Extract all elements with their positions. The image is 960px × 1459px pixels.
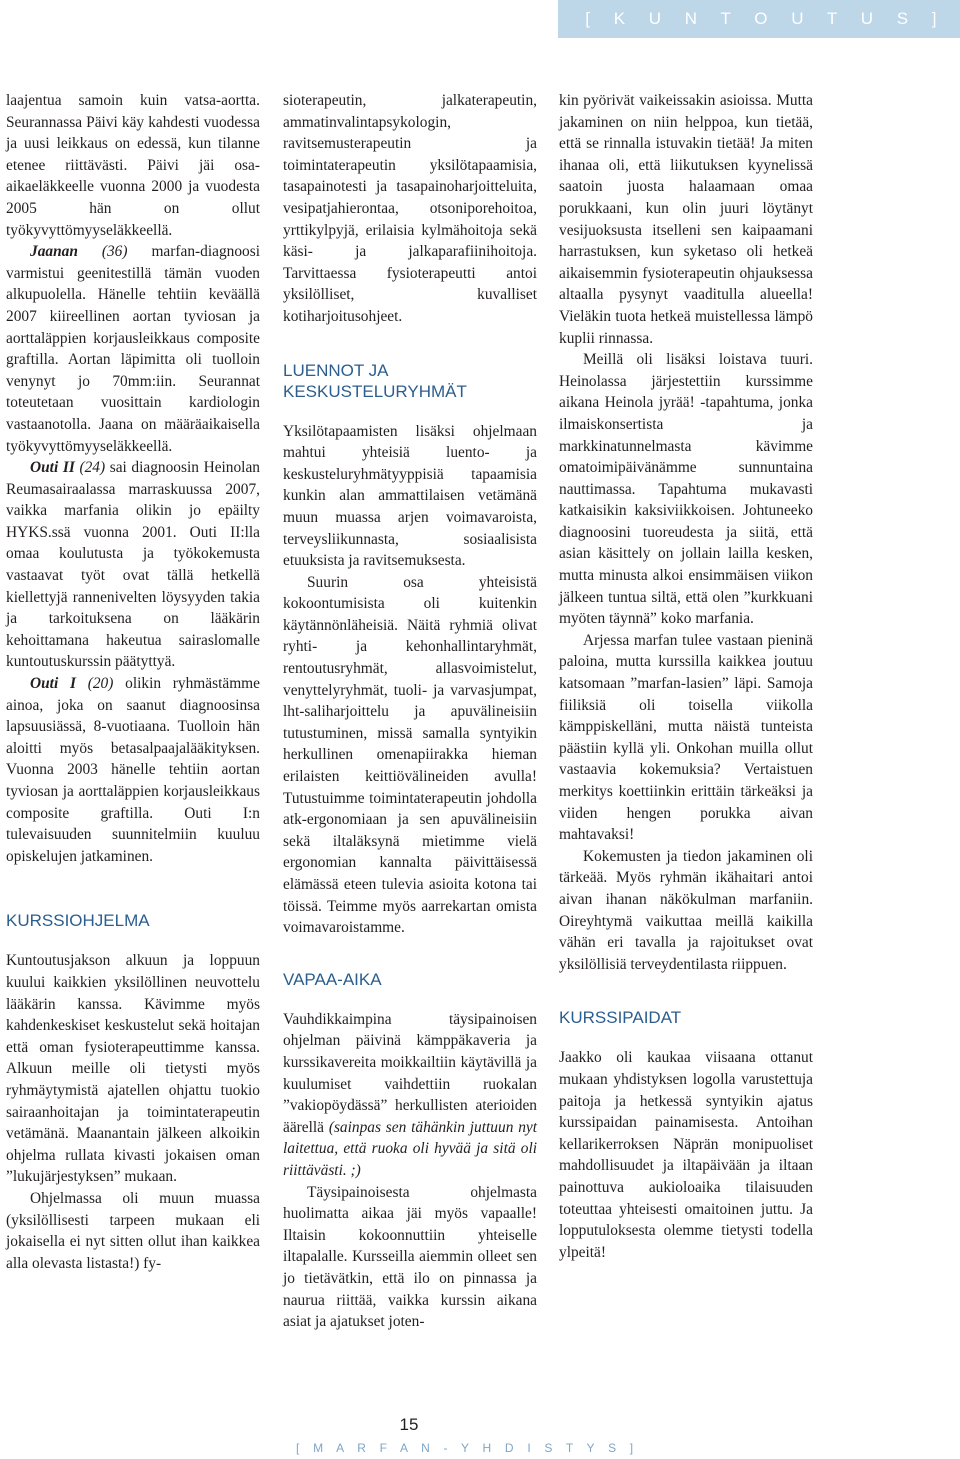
person-name: Outi II <box>30 459 75 477</box>
paragraph: kin pyörivät vaikeissakin asioissa. Mutta jakaminen on niin helppoa, kun tietää, että se rinnalla istuvakin tietää! Ja miten ihanaa oli, että liikutuksen kyynelissä saatoin juosta halaamaan omaa porukkaani, kun olin juuri löytänyt vesijuoksusta itselleni sen kaipaamani harrastuksen, kun syketaso oli hetkeä aikaisemmin fysioterapeutin ohjauksessa altaalla pysynyt vaaditulla alueella! Vieläkin tuota hetkeä muistellessa lämpö kuplii rinnassa. <box>559 92 813 347</box>
paragraph <box>283 1009 537 1182</box>
article-column-3 <box>559 90 813 1263</box>
paragraph-text: sai diagnoosin Heinolan Reumasairaalassa marraskuussa 2007, vaikka marfania olikin jo epäilty HYKS.ssä vuonna 2001. Outi II:lla omaa koulutusta ja työkokemusta vastaavat työt ovat tällä hetkellä kiellettyjä rannenivelten löysyyden takia ja tarkoituksena on lääkärin kehoittamana hakeutua sairaslomalle kuntoutuskurssin päätyttyä. <box>6 459 260 671</box>
page-number: 15 <box>399 1415 419 1434</box>
person-age: (24) <box>74 459 106 477</box>
section-heading-kurssipaidat: KURSSIPAIDAT <box>559 1008 682 1028</box>
article-column-2 <box>283 90 537 1333</box>
section-heading-kurssiohjelma: KURSSIOHJELMA <box>6 911 150 931</box>
section-header-kuntoutus: [ K U N T O U T U S ] <box>558 0 960 38</box>
paragraph: laajentua samoin kuin vatsa-aortta. Seurannassa Päivi käy kahdesti vuodessa ja uusi leikkaus on edessä, kun tilanne etenee riittävästi. Päivi jäi osa-aikaeläkkeelle vuonna 2000 ja vuodesta 2005 hän on ollut työkyvyttömyyseläkkeellä. <box>6 92 260 239</box>
paragraph: Kokemusten ja tiedon jakaminen oli tärkeää. Myös ryhmän ikähaitari antoi aivan ihanan näkökulman marfaniin. Oireyhtymä vaikuttaa meillä kaikilla vähän eri tavalla ja rajoitukset ovat yksilöllisiä terveydentilasta riippuen. <box>559 847 813 973</box>
paragraph: Jaakko oli kaukaa viisaana ottanut mukaan yhdistyksen logolla varustettuja paitoja ja hetkessä syntyikin ajatus kurssipaidan painamisesta. Antoihan kellarikerroksen Näprän monipuoliset mahdollisuudet ja iltapäivään ja iltaan painottuva aukioloaika tilaisuuden toteuttaa yhteisesti omaitoinen juttu. Ja lopputuloksesta olemme tietysti todella ylpeitä! <box>559 1049 813 1261</box>
person-age: (20) <box>75 675 114 693</box>
paragraph: Suurin osa yhteisistä kokoontumisista oli kuitenkin käytännönläheisiä. Näitä ryhmiä olivat ryhti- ja kehonhallintaryhmät, rentoutusryhmät, allasvoimistelut, venyttelyryhmät, tuoli- ja varvasjumpat, lht-saliharjoittelu ja apuvälineisiin tutustuminen, missä samalla syntyikin herkullinen omenapiirakka hieman erilaisten keittiövälineiden avulla! Tutustuimme toimintaterapeutin johdolla atk-ergonomiaan ja sen apuvälineisiin sekä iltaläksynä mietimme vielä ergonomian kannalta päivittäisessä elämässä eteen tulevia asioita kotona tai töissä. Teimme myös aarrekartan omista voimavaroistamme. <box>283 573 537 937</box>
paragraph: Täysipainoisesta ohjelmasta huolimatta aikaa jäi myös vapaalle! Iltaisin kokoonnuttiin yhteiselle iltapalalle. Kursseilla aiemmin olleet sen jo tietävätkin, että ilo on pinnassa ja naurua riittää, vaikka kurssin aikana asiat ja ajatukset joten- <box>283 1183 537 1331</box>
paragraph-text: olikin ryhmästämme ainoa, joka on saanut diagnoosinsa lapsuusiässä, 8-vuotiaana. Tuolloin hän aloitti myös betasalpaajalääkityksen. Vuonna 2003 hänelle tehtiin aortan tyviosan ja aorttaläppien korjausleikkaus composite graftilla. Outi I:n tulevaisuuden suunnitelmiin kuuluu opiskelujen jatkaminen. <box>6 675 260 865</box>
paragraph-text: marfan-diagnoosi varmistui geenitestillä tämän vuoden alkupuolella. Hänelle tehtiin keväällä 2007 kiireellinen aortan tyviosan ja aorttaläppien korjausleikkaus composite graftilla. Aortan läpimitta oli tuolloin venynyt jo 70mm:iin. Seurannat toteutetaan vuosittain kardiologin vastaanotolla. Jaana on määräaikaisella työkyvyttömyyseläkkeellä. <box>6 243 260 455</box>
person-name: Jaanan <box>30 243 78 261</box>
paragraph-jaana <box>6 241 260 457</box>
paragraph: Yksilötapaamisten lisäksi ohjelmaan mahtui yhteisiä luento- ja keskusteluryhmätyyppisiä tapaamisia kunkin alan ammattilaisen vetämänä muun muassa arjen voimavaroista, terveysliikunnasta, sosiaalisista etuuksista ja ravitsemuksesta. <box>283 422 537 570</box>
paragraph-outi-ii <box>6 457 260 673</box>
section-heading-luennot: LUENNOT JA KESKUSTELURYHMÄT <box>283 360 467 401</box>
person-name: Outi I <box>30 675 76 693</box>
paragraph-aside: (sainpas sen tähänkin juttuun nyt laitettua, että ruoka oli hyvää ja sitä oli riittävästi. ;) <box>283 1118 537 1179</box>
paragraph-outi-i <box>6 673 260 867</box>
article-column-1 <box>6 90 260 1274</box>
person-age: (36) <box>77 243 128 261</box>
paragraph: Ohjelmassa oli muun muassa (yksilöllisesti tarpeen mukaan eli jokaisella ei nyt sitten ollut ihan kaikkea alla olevasta listasta!) fy- <box>6 1189 260 1272</box>
paragraph: Kuntoutusjakson alkuun ja loppuun kuului kaikkien yksilöllinen neuvottelu lääkärin kanssa. Kävimme myös kahdenkeskiset keskustelut sekä hoitajan että oman fysioterapeuttimme kanssa. Alkuun meille oli tietysti myös ryhmäytymistä ajatellen ohjattu tuokio sairaanhoitajan ja toimintaterapeutin vetämänä. Maanantain jälkeen alkoikin ohjelma rullata kivasti jokaisen oman ”lukujärjestyksen” mukaan. <box>6 952 260 1186</box>
paragraph-text: Vauhdikkaimpina täysipainoisen ohjelman päivinä kämppäkaveria ja kurssikavereita moikkailtiin käytävillä ja kuulumiset vaihdettiin ruokalan ”vakiopöydässä” herkullisten aterioiden äärellä <box>283 1010 537 1136</box>
paragraph: Arjessa marfan tulee vastaan pieninä paloina, mutta kurssilla kaikkea joutuu katsomaan ”marfan-lasien” läpi. Samoja fiiliksiä oli toisella viikolla kämppiskelläni, mutta näistä tunteista päästiin kyllä yli. Onkohan muilla ollut vastaavia kokemuksia? Vertaistuen merkitys koettiinkin erittäin tärkeäksi ja viiden hengen porukka aivan mahtavaksi! <box>559 631 813 844</box>
paragraph: Meillä oli lisäksi loistava tuuri. Heinolassa järjestettiin kurssimme aikana Heinola jyrää! -tapahtuma, jonka ilmaiskonsertista ja markkinatunnelmasta kävimme omatoimipäivänämme sunnuntaina nauttimassa. Tapahtuma mukavasti katkaisikin kaksiviikkoisen. Johtuneeko diagnoosini tuoreudesta ja siitä, että asian käsittely on jollain lailla kesken, mutta minusta alkoi ensimmäisen viikon jälkeen tuntua siltä, että olen ”kurkkuani myöten täynnä” koko marfania. <box>559 351 813 628</box>
publication-footer: [ M A R F A N - Y H D I S T Y S ] <box>296 1441 639 1455</box>
section-heading-vapaa-aika: VAPAA-AIKA <box>283 969 382 989</box>
paragraph: sioterapeutin, jalkaterapeutin, ammatinvalintapsykologin, ravitsemusterapeutin ja toimintaterapeutin yksilötapaamisia, tasapainotesti ja tasapainoharjoitteluita, vesipatjahierontaa, otsoniporehoitoa, yrttikylpyjä, erilaisia kylmähoitoja sekä käsi- ja jalkaparafiinihoitoja. Tarvittaessa fysioterapeutti antoi yksilölliset, kuvalliset kotiharjoitusohjeet. <box>283 92 537 325</box>
